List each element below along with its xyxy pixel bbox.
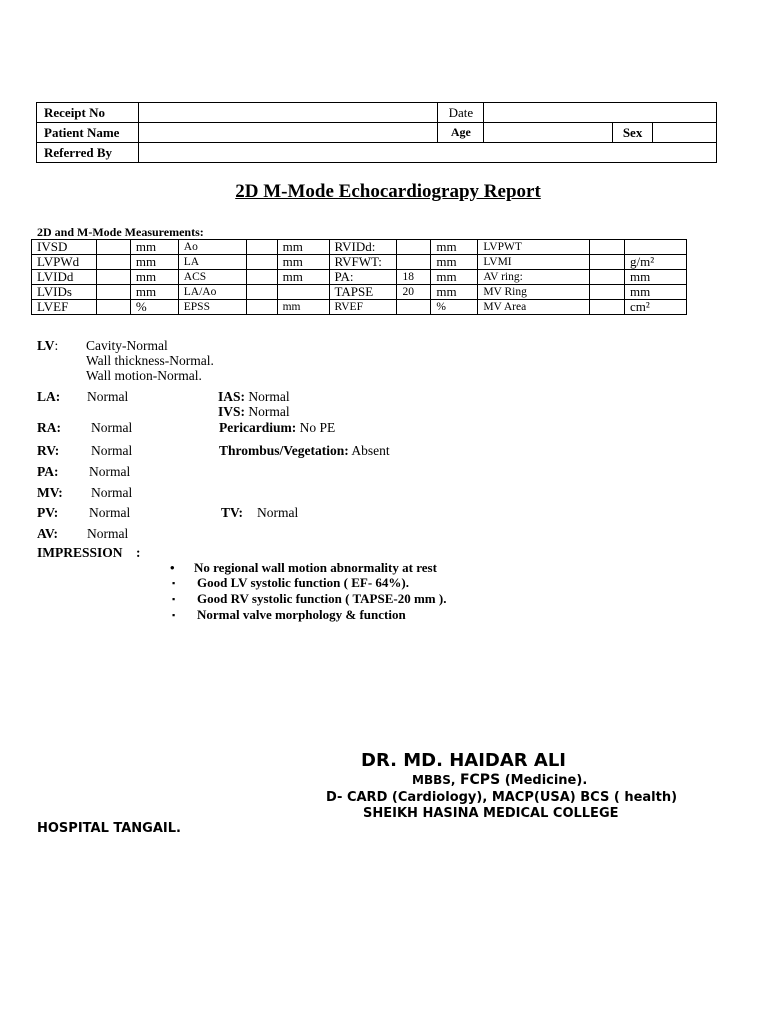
measurements-heading: 2D and M-Mode Measurements: bbox=[37, 225, 204, 239]
pa-label: PA: bbox=[37, 464, 59, 479]
measurement-cell: RVEF bbox=[329, 300, 397, 315]
measurement-cell[interactable] bbox=[246, 300, 277, 315]
measurement-cell: MV Ring bbox=[478, 285, 590, 300]
degree-mbbs: MBBS, bbox=[412, 773, 456, 787]
measurement-cell[interactable] bbox=[590, 285, 625, 300]
pericardium-value: No PE bbox=[299, 420, 336, 435]
measurement-row bbox=[32, 240, 687, 255]
measurement-cell: mm bbox=[130, 255, 178, 270]
lv-line3: Wall motion-Normal. bbox=[86, 368, 202, 383]
ra-value: Normal bbox=[91, 420, 133, 435]
ivs-label: IVS: bbox=[218, 404, 246, 419]
measurement-cell: RVIDd: bbox=[329, 240, 397, 255]
measurement-cell: LA bbox=[178, 255, 246, 270]
measurement-cell bbox=[277, 285, 329, 300]
date-label: Date bbox=[438, 103, 484, 123]
doctor-qualifications: D- CARD (Cardiology), MACP(USA) BCS ( health) bbox=[326, 790, 678, 805]
tv-value: Normal bbox=[257, 505, 299, 520]
referred-label: Referred By bbox=[37, 143, 139, 163]
rv-label: RV: bbox=[37, 443, 60, 458]
measurement-cell[interactable] bbox=[590, 240, 625, 255]
measurement-cell: LVIDd bbox=[32, 270, 97, 285]
measurement-cell[interactable] bbox=[397, 255, 431, 270]
bullet-icon: ▪ bbox=[172, 578, 176, 588]
ias-value: Normal bbox=[248, 389, 290, 404]
measurement-cell[interactable] bbox=[246, 240, 277, 255]
la-value: Normal bbox=[87, 389, 129, 404]
bullet-icon: ▪ bbox=[172, 610, 176, 620]
patient-info-table bbox=[36, 102, 717, 163]
degree-fcps: FCPS bbox=[459, 772, 501, 788]
measurement-cell: mm bbox=[130, 240, 178, 255]
measurement-cell[interactable] bbox=[246, 285, 277, 300]
thrombus-label: Thrombus/Vegetation: bbox=[219, 443, 349, 458]
measurement-cell: Ao bbox=[178, 240, 246, 255]
ivs-value: Normal bbox=[248, 404, 290, 419]
ias-finding bbox=[218, 389, 290, 405]
measurement-cell: LVEF bbox=[32, 300, 97, 315]
doctor-institution-city: HOSPITAL TANGAIL. bbox=[37, 821, 181, 836]
pericardium-label: Pericardium: bbox=[219, 420, 297, 435]
impression-text: No regional wall motion abnormality at rest bbox=[194, 560, 437, 575]
doctor-name: DR. MD. HAIDAR ALI bbox=[361, 750, 566, 771]
impression-text: Normal valve morphology & function bbox=[197, 607, 406, 622]
measurement-cell[interactable] bbox=[96, 255, 130, 270]
measurement-cell[interactable] bbox=[590, 300, 625, 315]
impression-item bbox=[170, 575, 446, 591]
tv-label: TV: bbox=[221, 505, 244, 520]
impression-item bbox=[170, 607, 446, 623]
patient-name-label: Patient Name bbox=[37, 123, 139, 143]
measurement-cell: TAPSE bbox=[329, 285, 397, 300]
measurement-cell: mm bbox=[277, 240, 329, 255]
measurement-cell[interactable] bbox=[246, 270, 277, 285]
lv-finding bbox=[37, 338, 58, 353]
receipt-value[interactable] bbox=[138, 103, 437, 123]
measurement-cell[interactable]: 18 bbox=[397, 270, 431, 285]
measurements-table bbox=[31, 239, 687, 315]
measurement-cell: mm bbox=[431, 270, 478, 285]
impression-text: Good RV systolic function ( TAPSE-20 mm ). bbox=[197, 591, 447, 606]
receipt-label: Receipt No bbox=[37, 103, 139, 123]
age-value[interactable] bbox=[484, 123, 613, 143]
receipt-row bbox=[37, 103, 717, 123]
degree-medicine: (Medicine). bbox=[504, 773, 588, 788]
sex-label: Sex bbox=[613, 123, 653, 143]
bullet-icon: ▪ bbox=[172, 594, 176, 604]
measurement-cell: EPSS bbox=[178, 300, 246, 315]
measurement-cell: % bbox=[431, 300, 478, 315]
measurement-cell: MV Area bbox=[478, 300, 590, 315]
impression-item bbox=[170, 560, 446, 575]
patient-name-value[interactable] bbox=[138, 123, 437, 143]
measurement-cell: mm bbox=[431, 255, 478, 270]
measurement-cell[interactable] bbox=[96, 300, 130, 315]
measurement-cell[interactable] bbox=[397, 300, 431, 315]
ivs-finding bbox=[218, 404, 290, 420]
measurement-cell: mm bbox=[625, 285, 687, 300]
ra-label: RA: bbox=[37, 420, 61, 435]
measurement-cell: LA/Ao bbox=[178, 285, 246, 300]
doctor-institution: SHEIKH HASINA MEDICAL COLLEGE bbox=[363, 806, 619, 821]
pv-value: Normal bbox=[89, 505, 131, 520]
doctor-degrees bbox=[412, 772, 587, 788]
measurement-cell[interactable] bbox=[96, 285, 130, 300]
measurement-cell: LVPWd bbox=[32, 255, 97, 270]
la-label: LA: bbox=[37, 389, 61, 404]
measurement-cell[interactable] bbox=[397, 240, 431, 255]
report-title: 2D M-Mode Echocardiograpy Report bbox=[235, 181, 541, 202]
thrombus-finding bbox=[219, 443, 390, 459]
bullet-icon: • bbox=[170, 560, 175, 575]
measurement-cell: IVSD bbox=[32, 240, 97, 255]
measurement-cell: mm bbox=[277, 270, 329, 285]
mv-value: Normal bbox=[91, 485, 133, 500]
measurement-cell[interactable] bbox=[590, 270, 625, 285]
av-value: Normal bbox=[87, 526, 129, 541]
impression-list bbox=[170, 560, 446, 623]
impression-label: IMPRESSION : bbox=[37, 545, 141, 560]
thrombus-value: Absent bbox=[351, 443, 390, 458]
measurement-cell[interactable] bbox=[96, 270, 130, 285]
impression-item bbox=[170, 591, 446, 607]
measurement-row bbox=[32, 285, 687, 300]
measurement-cell: LVIDs bbox=[32, 285, 97, 300]
measurement-cell: LVMI bbox=[478, 255, 590, 270]
av-label: AV: bbox=[37, 526, 59, 541]
measurement-cell: AV ring: bbox=[478, 270, 590, 285]
patient-name-row bbox=[37, 123, 717, 143]
rv-value: Normal bbox=[91, 443, 133, 458]
measurement-cell: mm bbox=[130, 285, 178, 300]
lv-colon: : bbox=[54, 338, 59, 353]
lv-line2: Wall thickness-Normal. bbox=[86, 353, 214, 368]
referred-value[interactable] bbox=[138, 143, 716, 163]
measurement-cell: cm² bbox=[625, 300, 687, 315]
measurement-cell: RVFWT: bbox=[329, 255, 397, 270]
lv-line1: Cavity-Normal bbox=[86, 338, 168, 353]
lv-label: LV bbox=[37, 338, 55, 353]
measurement-row bbox=[32, 270, 687, 285]
ias-label: IAS: bbox=[218, 389, 246, 404]
age-label: Age bbox=[438, 123, 484, 143]
measurement-cell: ACS bbox=[178, 270, 246, 285]
measurement-cell: mm bbox=[431, 285, 478, 300]
date-value[interactable] bbox=[484, 103, 717, 123]
measurement-cell: mm bbox=[277, 255, 329, 270]
measurement-cell: PA: bbox=[329, 270, 397, 285]
measurement-row bbox=[32, 255, 687, 270]
measurement-cell: mm bbox=[277, 300, 329, 315]
measurement-cell bbox=[625, 240, 687, 255]
measurement-cell: g/m² bbox=[625, 255, 687, 270]
impression-text: Good LV systolic function ( EF- 64%). bbox=[197, 575, 409, 590]
measurement-cell: mm bbox=[431, 240, 478, 255]
referred-row bbox=[37, 143, 717, 163]
measurement-cell: mm bbox=[625, 270, 687, 285]
measurement-cell[interactable] bbox=[590, 255, 625, 270]
measurement-cell: % bbox=[130, 300, 178, 315]
sex-value[interactable] bbox=[653, 123, 717, 143]
measurement-cell[interactable] bbox=[246, 255, 277, 270]
measurement-row bbox=[32, 300, 687, 315]
measurement-cell: mm bbox=[130, 270, 178, 285]
pericardium-finding bbox=[219, 420, 335, 436]
pv-label: PV: bbox=[37, 505, 59, 520]
measurement-cell: LVPWT bbox=[478, 240, 590, 255]
pa-value: Normal bbox=[89, 464, 131, 479]
measurement-cell[interactable] bbox=[96, 240, 130, 255]
mv-label: MV: bbox=[37, 485, 63, 500]
measurement-cell[interactable]: 20 bbox=[397, 285, 431, 300]
